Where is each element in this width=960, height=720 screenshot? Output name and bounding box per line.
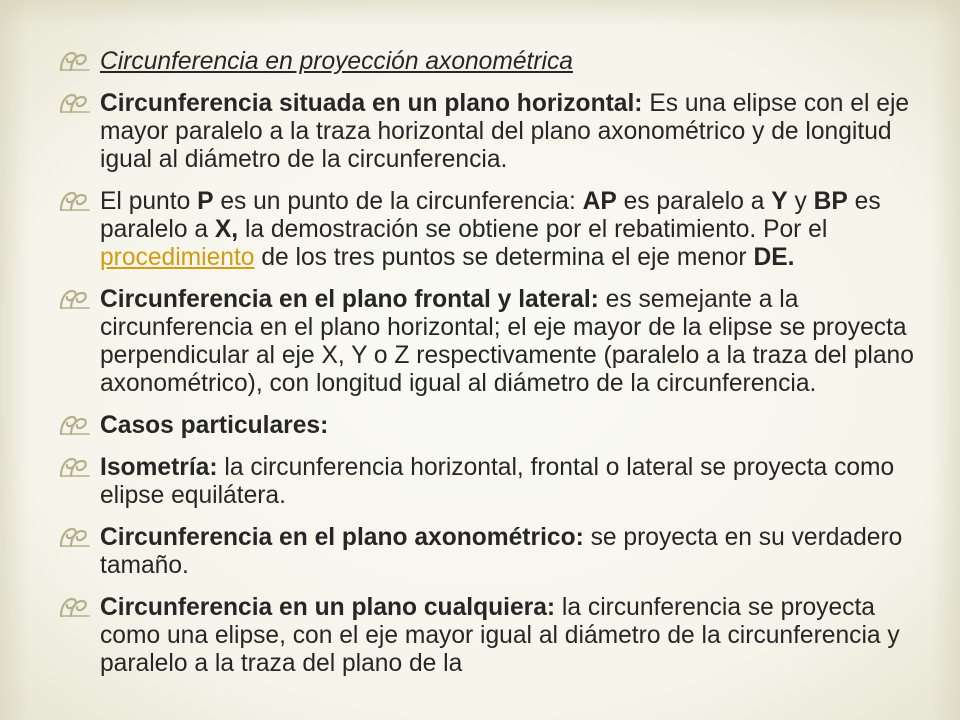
double-curl-bullet-icon [58,189,94,215]
item-text: se proyecta en su verdadero tamaño. [100,524,903,579]
double-curl-bullet-icon [58,413,94,439]
item-heading: Circunferencia en el plano frontal y lateral: [100,286,599,313]
item-text: es semejante a la circunferencia en el plano horizontal; el eje mayor de la elipse se proyecta perpendicular al eje X, Y o Z respectivamente (paralelo a la traza del plano axonométrico), con longitud igual al diámetro de la circunferencia. [100,286,914,397]
slide-content [58,48,918,692]
item-heading: Casos particulares: [100,412,329,439]
segment-label: AP [582,188,617,215]
axis-label: X, [214,216,239,243]
double-curl-bullet-icon [58,595,94,621]
bullet-item-title [58,48,918,76]
item-text: El punto [100,188,198,215]
item-text: y [787,188,814,215]
item-text: Es una elipse con el eje mayor paralelo a la traza horizontal del plano axonométrico y de longitud igual al diámetro de la circunferencia. [100,90,910,173]
segment-label: BP [813,188,848,215]
axis-label: DE. [753,244,795,271]
point-label: P [197,188,214,215]
item-text: la circunferencia horizontal, frontal o lateral se proyecta como elipse equilátera. [100,454,895,509]
item-heading: Isometría: [100,454,218,481]
bullet-item-plano-cualquiera [58,594,918,678]
double-curl-bullet-icon [58,455,94,481]
bullet-item-point-p [58,188,918,272]
bullet-item-casos [58,412,918,440]
item-text: es paralelo a [100,188,881,243]
axis-label: Y [771,188,788,215]
bullet-item-frontal-lateral [58,286,918,398]
item-text: de los tres puntos se determina el eje menor [254,244,754,271]
item-heading: Circunferencia situada en un plano horizontal: [100,90,643,117]
double-curl-bullet-icon [58,287,94,313]
double-curl-bullet-icon [58,91,94,117]
bullet-item-horizontal [58,90,918,174]
item-text: es paralelo a [616,188,772,215]
item-text: es un punto de la circunferencia: [213,188,583,215]
procedimiento-link[interactable]: procedimiento [100,244,255,271]
double-curl-bullet-icon [58,525,94,551]
item-heading: Circunferencia en un plano cualquiera: [100,594,556,621]
item-heading: Circunferencia en el plano axonométrico: [100,524,584,551]
bullet-item-isometria [58,454,918,510]
item-text: la circunferencia se proyecta como una elipse, con el eje mayor igual al diámetro de la circunferencia y paralelo a la traza del plano de la [100,594,900,677]
bullet-item-plano-axonometrico [58,524,918,580]
item-text: la demostración se obtiene por el rebatimiento. Por el [238,216,828,243]
double-curl-bullet-icon [58,49,94,75]
section-title: Circunferencia en proyección axonométrica [100,48,573,75]
